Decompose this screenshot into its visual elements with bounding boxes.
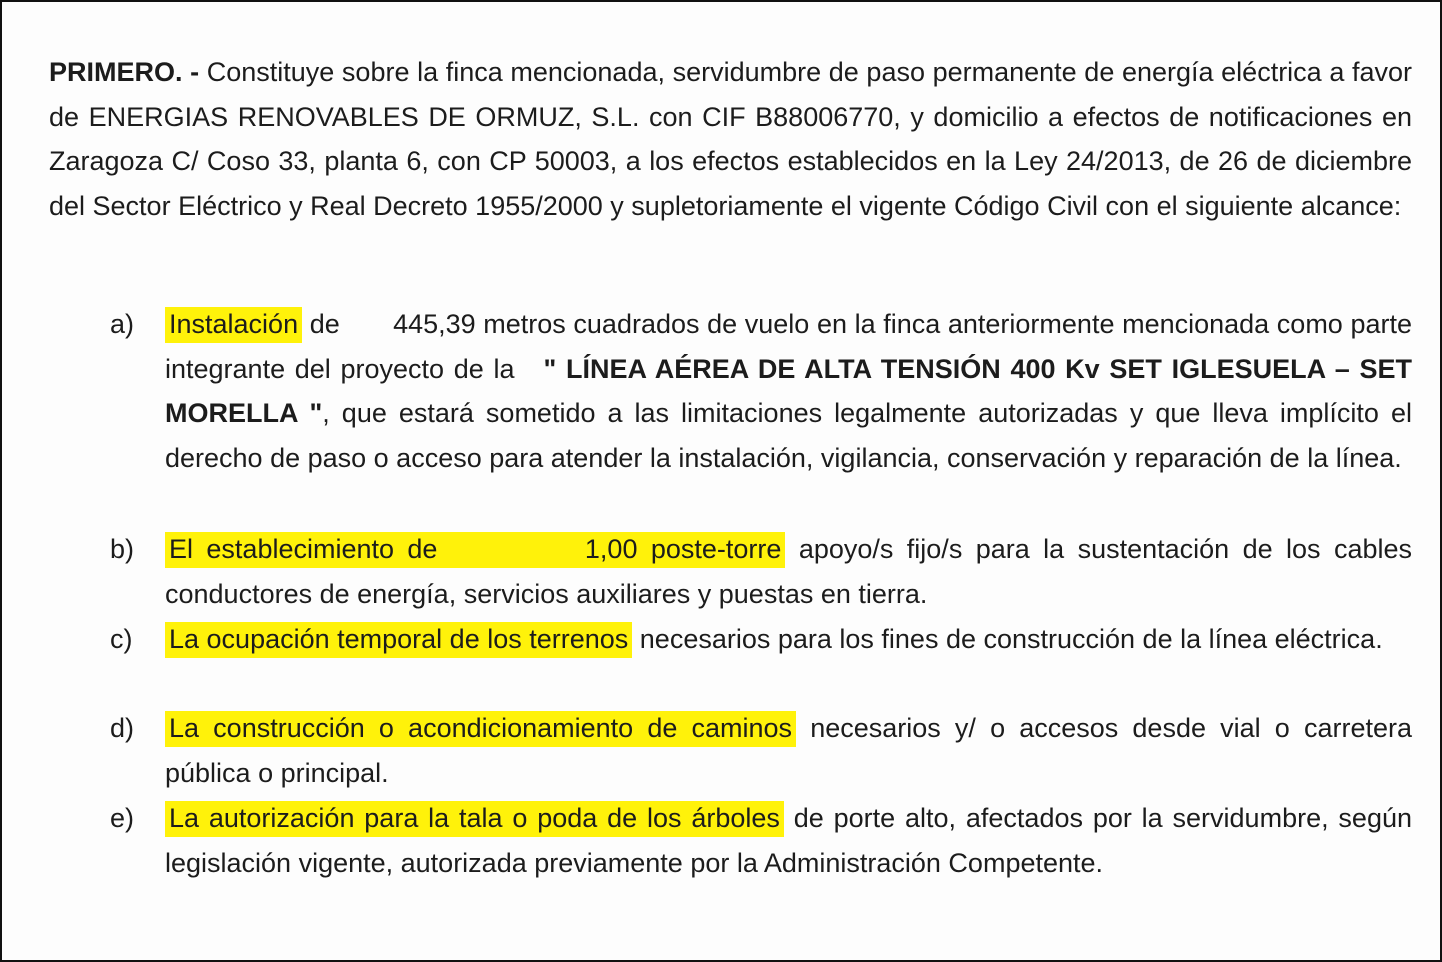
list-item-b xyxy=(110,527,1412,616)
list-item-b-text: apoyo/s fijo/s para la sustentación de los cables conductores de energía, servicios auxiliares y puestas en tierra. xyxy=(165,534,1412,609)
list-item-d xyxy=(110,706,1412,795)
list-item-e xyxy=(110,796,1412,885)
list-item-c-body xyxy=(165,617,1412,662)
highlighted-text-a: Instalación xyxy=(165,307,302,343)
list-item-a-text-1: de 445,39 metros cuadrados de vuelo en la finca anteriormente mencionada como parte integrante del proyecto de la xyxy=(165,309,1420,384)
list-item-d-body xyxy=(165,706,1412,795)
highlighted-text-c: La ocupación temporal de los terrenos xyxy=(165,622,632,658)
list-item-d-text: necesarios y/ o accesos desde vial o carretera pública o principal. xyxy=(165,713,1412,788)
list-item-c-text: necesarios para los fines de construcción de la línea eléctrica. xyxy=(632,624,1383,654)
list-item-a-body xyxy=(165,302,1420,480)
list-item-a xyxy=(110,302,1420,480)
list-item-a-text-2: , que estará sometido a las limitaciones legalmente autorizadas y que lleva implícito el derecho de paso o acceso para atender la instalación, vigilancia, conservación y reparación de la línea. xyxy=(165,398,1412,473)
list-item-c xyxy=(110,617,1412,662)
intro-heading: PRIMERO. - xyxy=(49,57,200,87)
intro-paragraph xyxy=(49,50,1412,228)
list-marker-a: a) xyxy=(110,309,135,339)
project-title: " LÍNEA AÉREA DE ALTA TENSIÓN 400 Kv SET IGLESUELA – SET MORELLA " xyxy=(165,353,1412,428)
list-marker-e: e) xyxy=(110,803,135,833)
list-marker-b: b) xyxy=(110,534,135,564)
intro-text: Constituye sobre la finca mencionada, servidumbre de paso permanente de energía eléctrica a favor de ENERGIAS RENOVABLES DE ORMUZ, S.L. con CIF B88006770, y domicilio a efectos de notificaciones en Zaragoza C/ Coso 33, planta 6, con CP 50003, a los efectos establecidos en la Ley 24/2013, de 26 de diciembre del Sector Eléctrico y Real Decreto 1955/2000 y supletoriamente el vigente Código Civil con el siguiente alcance: xyxy=(49,57,1412,221)
list-marker-c: c) xyxy=(110,624,133,654)
list-item-e-body xyxy=(165,796,1412,885)
list-marker-d: d) xyxy=(110,713,135,743)
highlighted-text-b: El establecimiento de 1,00 poste-torre xyxy=(165,532,785,568)
list-item-b-body xyxy=(165,527,1412,616)
list-item-e-text: de porte alto, afectados por la servidumbre, según legislación vigente, autorizada previamente por la Administración Competente. xyxy=(165,803,1412,878)
highlighted-text-d: La construcción o acondicionamiento de caminos xyxy=(165,711,796,747)
highlighted-text-e: La autorización para la tala o poda de los árboles xyxy=(165,801,784,837)
